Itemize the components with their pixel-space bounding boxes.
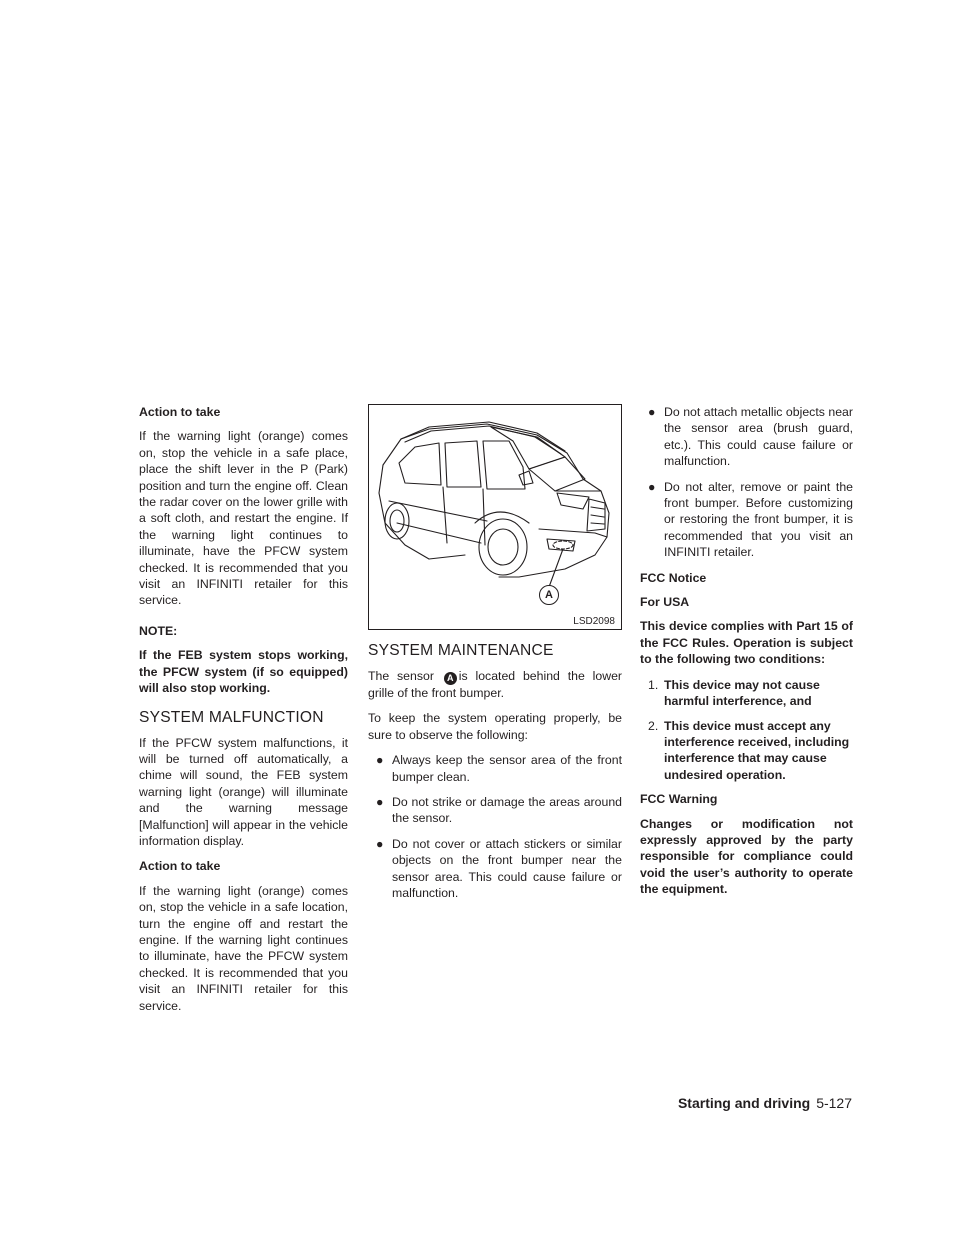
note-label: NOTE: [139,623,178,638]
bullet-icon: ● [376,836,384,851]
list-item [368,836,622,902]
bullet-icon: ● [376,795,384,810]
item-text: This device may not cause harmful interference, and [664,677,820,709]
paragraph-sensor [368,668,622,701]
footer-section: Starting and driving [677,1095,811,1111]
bullet-text: Do not alter, remove or paint the front bumper. Before customizing or restoring the front bumper, it is recommended that you visit an INFINITI retailer. [664,479,853,560]
paragraph-action-2: If the warning light (orange) comes on, stop the vehicle in a safe location, turn the engine off and restart the engine. If the warning light continues to illuminate, have the PFCW system checked. It is recommended that you visit an INFINITI retailer for this service. [139,883,348,1013]
vehicle-figure [368,404,622,630]
heading-system-malfunction: SYSTEM MALFUNCTION [139,708,324,726]
item-number: 1. [648,677,659,692]
list-item [368,794,622,827]
item-number: 2. [648,718,659,733]
item-text: This device must accept any interference received, including interference that may cause undesired operation. [664,718,850,782]
suv-illustration [369,405,621,629]
left-column [139,404,348,1023]
paragraph-keep-operating: To keep the system operating properly, be sure to observe the following: [368,711,622,742]
list-item [640,677,853,710]
right-column [640,404,853,907]
page-footer [678,1095,852,1111]
heading-fcc-notice: FCC Notice [640,570,707,585]
heading-action-to-take: Action to take [139,405,221,419]
figure-code: LSD2098 [573,616,615,627]
heading-fcc-warning: FCC Warning [640,792,718,807]
bullet-text: Do not attach metallic objects near the sensor area (brush guard, etc.). This could cause failure or malfunction. [664,405,853,469]
list-item [640,718,853,784]
bullet-text: Always keep the sensor area of the front bumper clean. [392,753,622,784]
page-number: 5-127 [816,1095,852,1111]
paragraph-fcc-warning: Changes or modification not expressly approved by the party responsible for compliance could void the user’s authority to operate the equipment. [640,816,853,897]
heading-action-to-take-2: Action to take [139,859,221,874]
bullet-icon: ● [648,479,656,494]
bullet-text: Do not strike or damage the areas around the sensor. [392,795,622,826]
paragraph-malfunction: If the PFCW system malfunctions, it will be turned off automatically, a chime will sound, the FEB system warning light (orange) will illuminate and the warning message [Malfunction] will appear in the vehicle information display. [139,735,348,848]
list-item [368,752,622,785]
paragraph-action-1: If the warning light (orange) comes on, stop the vehicle in a safe place, place the shift lever in the P (Park) position and turn the engine off. Clean the radar cover on the lower grille with a soft cloth, and restart the engine. If the warning light continues to illuminate, have the PFCW system checked. It is recommended that you visit an INFINITI retailer for this service. [139,429,348,608]
figure-callout-a: A [539,585,559,605]
list-item [640,404,853,470]
bullet-icon: ● [376,753,384,768]
bullet-icon: ● [648,405,656,419]
callout-a-icon: A [444,672,457,685]
heading-for-usa: For USA [640,595,690,610]
note-text: If the FEB system stops working, the PFCW system (if so equipped) will also stop working. [139,648,348,696]
bullet-text: Do not cover or attach stickers or similar objects on the front bumper near the sensor area. This could cause failure or malfunction. [392,836,622,901]
sensor-text-pre: The sensor [368,669,434,683]
heading-system-maintenance: SYSTEM MAINTENANCE [368,642,554,659]
list-item [640,479,853,561]
sensor-text-post: is located behind the lower grille of the front bumper. [368,669,623,700]
middle-column [368,404,622,910]
paragraph-complies: This device complies with Part 15 of the FCC Rules. Operation is subject to the following two conditions: [640,619,853,667]
